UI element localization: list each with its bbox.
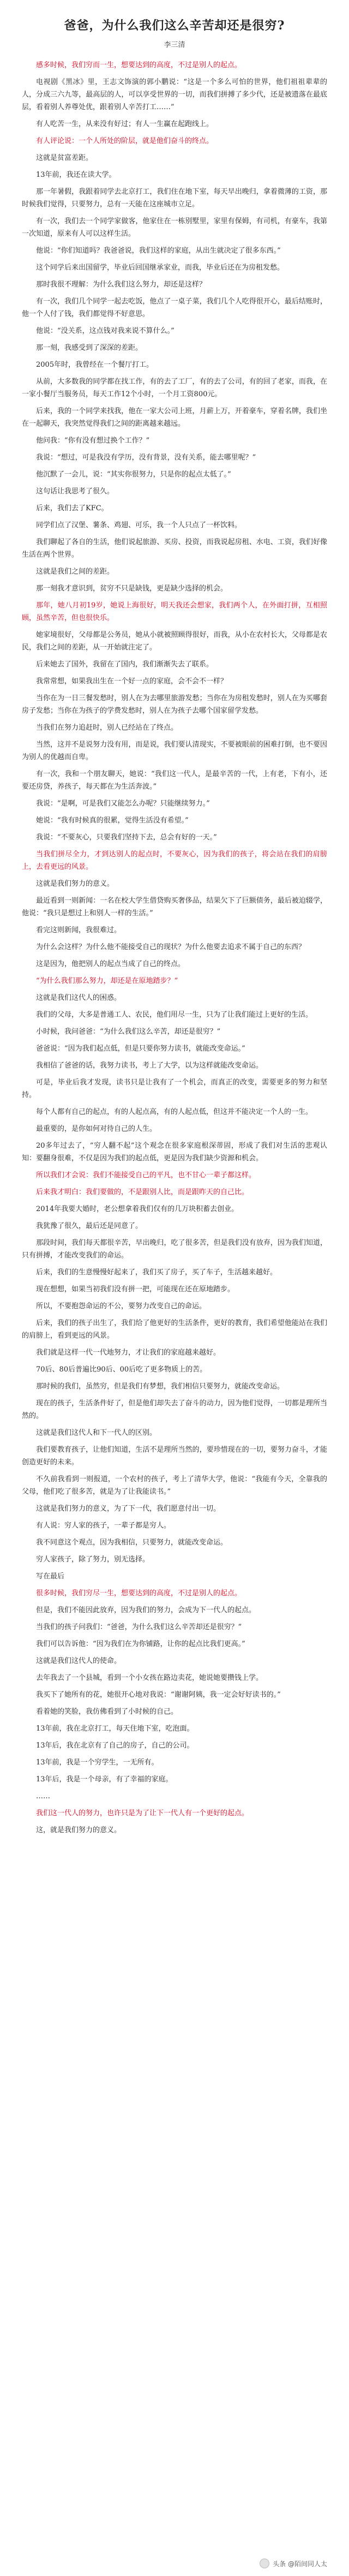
paragraph: 后来，我们去了KFC。 [36, 504, 109, 512]
paragraph: 看完这则新闻，我很难过。 [36, 926, 122, 934]
paragraph: 他说：“你们知道吗？我爸爸说，我们这样的家庭，从出生就决定了很多东西。” [36, 247, 281, 255]
paragraph: 这就是我们努力的意义。 [36, 880, 115, 888]
paragraph: 这是因为，他把别人的起点当成了自己的终点。 [36, 960, 185, 968]
paragraph: 70后、80后普遍比90后、00后吃了更多物质上的苦。 [36, 1365, 207, 1374]
paragraph: 当我们的孩子问我们：“爸爸，为什么我们这么辛苦却还是很穷？” [36, 1623, 242, 1631]
paragraph: 现在的孩子，生活条件好了，但是他们却失去了奋斗的动力，因为他们觉得，一切都是理所当然的。 [22, 1399, 327, 1420]
paragraph: 有人吃苦一生，从来没有好过；有人一生赢在起跑线上。 [36, 120, 214, 128]
paragraph: 每个人都有自己的起点，有的人起点高，有的人起点低，但这并不能决定一个人的一生。 [36, 1108, 313, 1116]
paragraph: 他问我：“你有没有想过换个工作？” [36, 437, 150, 445]
paragraph: 后来，我们的生意慢慢好起来了，我们买了房子，买了车子，生活越来越好。 [36, 1268, 278, 1277]
toutiao-logo-icon [260, 2559, 269, 2568]
paragraph: 我们聊起了各自的生活，他们说起旅游、买房、投资，而我说起房租、水电、工资，我们好像生活在两个世界。 [22, 538, 327, 559]
paragraph: …… [36, 1792, 50, 1800]
paragraph: 电视剧《黑冰》里，王志文饰演的郭小鹏说：“这是一个多么可怕的世界，他们祖祖辈辈的人，分成三六九等，最高层的人，可以享受世界的一切，而我们拼搏了多少代，还是被遗落在最底层，看着别人养尊处优，跟着别人辛苦打工……” [22, 78, 327, 111]
paragraph: 后来，我的一个同学来找我，他在一家大公司上班，月薪上万，开着豪车，穿着名牌，我们坐在一起聊天，我突然觉得我们之间的距离越来越远。 [22, 407, 327, 428]
paragraph: 他沉默了一会儿，说：“其实你很努力，只是你的起点太低了。” [36, 470, 231, 479]
article-body [22, 59, 327, 1836]
paragraph: 她家境很好，父母都是公务员，她从小就被照顾得很好，而我，从小在农村长大，父母都是农民，我们之间的差距，从一开始就注定了。 [22, 631, 327, 652]
paragraph: 13年前，我还在读大学。 [36, 171, 116, 179]
paragraph: 这个同学后来出国留学，毕业后回国继承家业，而我，毕业后还在为房租发愁。 [36, 264, 285, 272]
paragraph: 去年我去了一个县城，看到一个小女孩在路边卖花，她说她要攒钱上学。 [36, 1674, 263, 1682]
paragraph: 他说：“没关系，这点钱对我来说不算什么。” [36, 327, 174, 335]
paragraph: 那一刻我才意识到，贫穷不只是缺钱，更是缺少选择的机会。 [36, 585, 228, 593]
paragraph: 不久前我看到一则报道，一个农村的孩子，考上了清华大学，他说：“我能有今天，全靠我的父母，他们吃了很多苦，就是为了让我能读书。” [22, 1475, 327, 1496]
paragraph: 这句话让我思考了很久。 [36, 487, 115, 496]
paragraph: 后来她去了国外，我留在了国内，我们渐渐失去了联系。 [36, 660, 214, 669]
paragraph: 穷人家孩子，除了努力，别无选择。 [36, 1555, 150, 1564]
paragraph: “为什么我们那么努力，却还是在原地踏步？” [36, 977, 178, 985]
paragraph: 所以，不要抱怨命运的不公，要努力改变自己的命运。 [36, 1302, 207, 1310]
paragraph: 这，就是我们努力的意义。 [36, 1826, 122, 1834]
paragraph: 有一次，我和一个朋友聊天，她说：“我们这一代人，是最辛苦的一代，上有老，下有小，还要还房贷，养孩子，每天都在为生活奔波。” [22, 770, 327, 791]
paragraph: 2014年我要大婚时，老公想拿着我们仅有的几万块积蓄去创业。 [36, 1205, 239, 1213]
paragraph: 13年后，我是一个母亲，有了幸福的家庭。 [36, 1775, 173, 1784]
paragraph: 她说：“我有时候真的很累，觉得生活没有希望。” [36, 816, 189, 825]
paragraph: 后来，我们的孩子出生了，我们给了他更好的生活条件，更好的教育，我们希望他能站在我们的肩膀上，看到更远的风景。 [22, 1319, 327, 1340]
paragraph: 那年，她八月初19岁，她说上海很好，明天我还会想家，我们两个人，在外面打拼，互相照顾，虽然辛苦，但也很快乐。 [22, 601, 327, 622]
paragraph: 我们要教育孩子，让他们知道，生活不是理所当然的，要珍惜现在的一切，要努力奋斗，才能创造更好的未来。 [22, 1446, 327, 1466]
paragraph: 很多时候，我们穷尽一生，想要达到的高度，不过是别人的起点。 [36, 1589, 242, 1597]
paragraph: 20多年过去了，“穷人翻不起”这个观念在很多家庭根深蒂固，形成了我们对生活的悲观认知：要翻身很难，不仅是因为我们的起点低，更是因为我们缺少资源和机会。 [22, 1142, 327, 1162]
article-title: 爸爸，为什么我们这么辛苦却还是很穷? [64, 19, 285, 33]
paragraph: 我不同意这个观点，因为我相信，只要努力，就能改变命运。 [36, 1539, 228, 1547]
watermark-text: 头条 @陌间同人太 [273, 2560, 327, 2568]
paragraph: 13年后，我在北京有了自己的房子，自己的公司。 [36, 1742, 194, 1750]
paragraph: 我买下了她所有的花，她很开心地对我说：“谢谢阿姨，我一定会好好读书的。” [36, 1691, 281, 1699]
paragraph: 这就是我们努力的意义，为了下一代，我们愿意付出一切。 [36, 1505, 221, 1513]
paragraph: 当我们拼尽全力，才到达别人的起点时，不要灰心，因为我们的孩子，将会站在我们的肩膀上，去看更远的风景。 [22, 850, 327, 871]
paragraph: 这就是我们这代人的使命。 [36, 1657, 122, 1665]
paragraph: 我犹豫了很久，最后还是同意了。 [36, 1222, 143, 1230]
article-author: 李三清 [164, 41, 185, 49]
paragraph: 这就是贫富差距。 [36, 154, 93, 162]
paragraph: 爸爸说：“因为我们起点低，但是只要你努力读书，就能改变命运。” [36, 1045, 245, 1053]
paragraph: 小时候，我问爸爸：“为什么我们这么辛苦，却还是很穷？” [36, 1028, 221, 1036]
paragraph: 有一次，我们去一个同学家做客，他家住在一栋别墅里，家里有保姆，有司机，有豪车，我第一次知道，原来有人可以这样生活。 [22, 217, 327, 238]
paragraph: 最重要的，是你如何对待自己的人生。 [36, 1125, 157, 1133]
paragraph: 那时我很不理解：为什么我们这么努力，却还是这样？ [36, 281, 207, 289]
paragraph: 这就是我们这代人和下一代人的区别。 [36, 1429, 157, 1437]
paragraph: 可是，毕业后我才发现，读书只是让我有了一个机会，而真正的改变，需要更多的努力和坚持。 [22, 1078, 327, 1099]
paragraph: 最近看到一则新闻：一名在校大学生借贷购买奢侈品，结果欠下了巨额债务，最后被迫辍学，他说：“我只是想过上和别人一样的生活。” [22, 897, 327, 917]
paragraph: 所以我们才会说：我们不能接受自己的平凡，也不甘心一辈子都这样。 [36, 1171, 256, 1179]
paragraph: 我们的父母，大多是普通工人、农民，他们用尽一生，只为了让我们能过上更好的生活。 [36, 1011, 313, 1019]
paragraph: 当你在为一日三餐发愁时，别人在为去哪里旅游发愁；当你在为房租发愁时，别人在为买哪套房子发愁；当你在为孩子的学费发愁时，别人在为孩子去哪个国家留学发愁。 [22, 694, 327, 715]
paragraph: 感多时候，我们穷而一生，想要达到的高度，不过是别人的起点。 [36, 61, 242, 69]
paragraph: 写在最后 [36, 1572, 65, 1581]
paragraph: 这就是我们这代人的困惑。 [36, 994, 122, 1002]
paragraph: 现在想想，如果当初我们没有拼一把，可能现在还在原地踏步。 [36, 1285, 235, 1293]
paragraph: 13年前，我在北京打工，每天住地下室，吃泡面。 [36, 1725, 194, 1733]
paragraph: 有一次，我们几个同学一起去吃饭，他点了一桌子菜，我们几个人吃得很开心，最后结账时，他一个人付了钱，我们都觉得不好意思。 [22, 297, 327, 318]
paragraph: 13年前，我是一个穷学生，一无所有。 [36, 1758, 159, 1767]
paragraph: 我常常想，如果我出生在一个好一点的家庭，会不会不一样？ [36, 677, 228, 685]
paragraph: 那一年暑假，我跟着同学去北京打工，我们住在地下室，每天早出晚归，拿着微薄的工资，那时候我们觉得，只要努力，总有一天能在这座城市立足。 [22, 188, 327, 208]
paragraph: 我们可以告诉他：“因为我们在为你铺路，让你的起点比我们更高。” [36, 1640, 245, 1648]
paragraph: 从前，大多数我的同学都在找工作，有的去了工厂，有的去了公司，有的回了老家，而我，在一家小餐厅当服务员，每天工作12个小时，一个月工资800元。 [22, 378, 327, 398]
paragraph: 同学们点了汉堡、薯条、鸡翅、可乐，我一个人只点了一杯饮料。 [36, 521, 242, 529]
paragraph: 我们就是这样一代一代地努力，才让我们的家庭越来越好。 [36, 1349, 221, 1357]
paragraph: 我说：“是啊，可是我们又能怎么办呢？只能继续努力。” [36, 800, 210, 808]
paragraph: 有人评论说：一个人所处的阶层，就是他们奋斗的终点。 [36, 137, 214, 145]
paragraph: 有人说：穷人家的孩子，一辈子都是穷人。 [36, 1522, 171, 1530]
paragraph: 我说：“想过，可是我没有学历，没有背景，没有关系，能去哪里呢？” [36, 454, 256, 462]
paragraph: 那一刻，我感受到了深深的差距。 [36, 344, 143, 352]
paragraph: 我相信了爸爸的话，我努力读书，考上了大学，以为这样就能改变命运。 [36, 1062, 263, 1070]
paragraph: 看着她的笑脸，我仿佛看到了小时候的自己。 [36, 1708, 178, 1716]
paragraph: 这就是我们之间的差距。 [36, 568, 115, 576]
paragraph: 我们这一代人的努力，也许只是为了让下一代人有一个更好的起点。 [36, 1809, 249, 1817]
paragraph: 后来我才明白：我们要做的，不是跟别人比，而是跟昨天的自己比。 [36, 1188, 249, 1196]
paragraph: 那段时间，我们每天都很辛苦，早出晚归，吃了很多苦，但是我们没有放弃，因为我们知道，只有拼搏，才能改变我们的命运。 [22, 1239, 327, 1260]
watermark [260, 2559, 327, 2568]
paragraph: 那时候的我们，虽然穷，但是我们有梦想，我们相信只要努力，就能改变命运。 [36, 1382, 285, 1391]
paragraph: 我说：“不要灰心，只要我们坚持下去，总会有好的一天。” [36, 833, 217, 842]
paragraph: 但是，我们不能因此放弃，因为我们的努力，会成为下一代人的起点。 [36, 1606, 256, 1614]
paragraph: 为什么会这样？为什么他不能接受自己的现状？为什么他要去追求不属于自己的东西？ [36, 943, 306, 951]
paragraph: 当我们在努力追赶时，别人已经站在了终点。 [36, 724, 178, 732]
paragraph: 2005年时，我曾经在一个餐厅打工。 [36, 361, 154, 369]
paragraph: 当然，这并不是说努力没有用，而是说，我们要认清现实，不要被眼前的困难打倒，也不要因为别人的优越而自卑。 [22, 741, 327, 761]
